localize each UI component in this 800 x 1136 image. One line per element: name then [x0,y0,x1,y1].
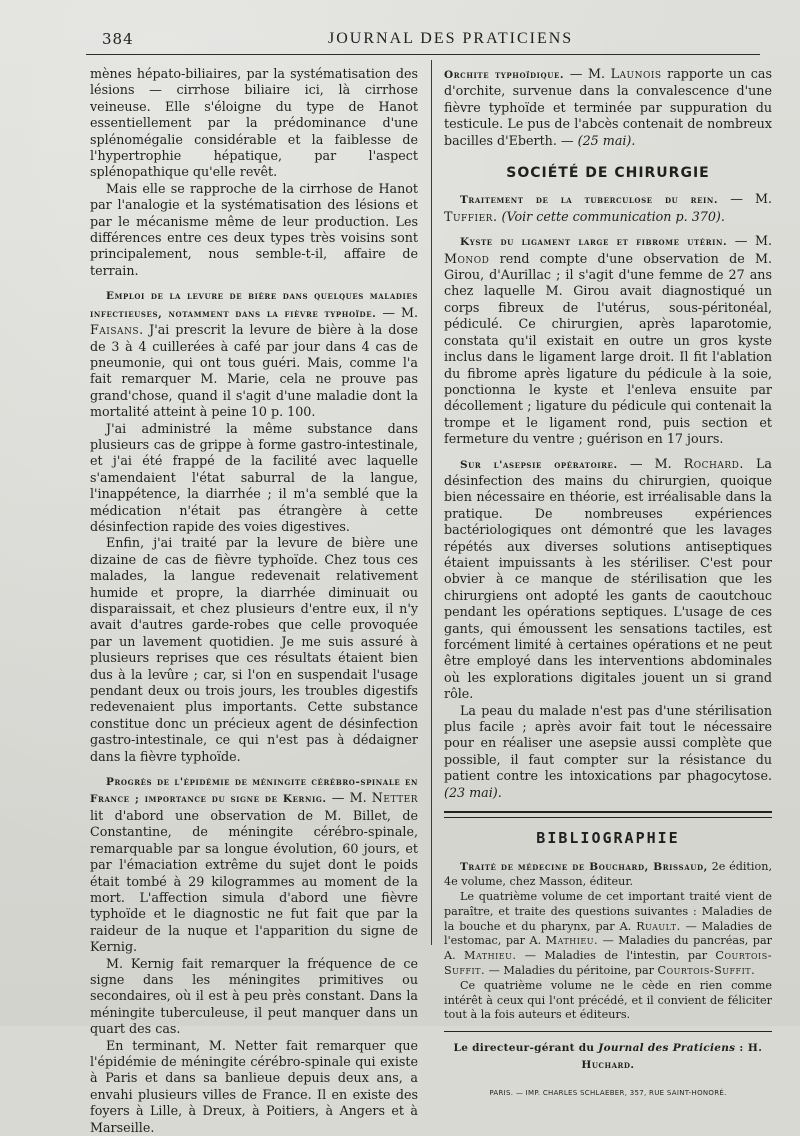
societe-heading: SOCIÉTÉ DE CHIRURGIE [506,165,710,182]
bibliographie-heading: BIBLIOGRAPHIE [536,829,680,848]
director-label: Le directeur-gérant du [453,1042,595,1055]
column-divider [431,60,432,945]
section-heading: Orchite typhoïdique. [444,69,565,81]
summary-text: — Maladies du péritoine, par [488,964,654,978]
section-meningite: Progrès de l'épidémie de méningite cérébro-spinale en France ; importance du signe de Kernig. — M. Netter lit d'abord une observation de M. Billet, de Constantine, de méningite cérébro-spinale, remarquable par sa longue évolution, 60 jours, et par l'émaciation extrême du sujet dont le poids était tombé à 29 kilogrammes au moment de la mort. L'affection simula d'abord une fièvre typhoïde et le diagnostic ne fut fait que par la raideur de la nuque et l'apparition du signe de Kernig. [90,776,418,955]
date-reference: (25 mai). [577,132,636,148]
right-column [444,66,772,1101]
paragraph-text: La peau du malade n'est pas d'une stérilisation plus facile ; après avoir fait tout le nécessaire pour en réaliser une asepsie aussi complète que possible, il faut compter sur la résistance du patient contre les intoxications par phagocytose. [444,702,772,784]
section-kyste: Kyste du ligament large et fibrome utérin. — M. Monod rend compte d'une observation de M. Girou, d'Aurillac ; il s'agit d'une femme de 27 ans chez laquelle M. Girou avait diagnostiqué un corps fibreux de l'utérus, sous-péritonéal, pédiculé. Ce chirurgien, après laparotomie, constata qu'il existait en outre un gros kyste inclus dans le ligament large droit. Il fit l'ablation du fibrome après ligature du pédicule à la soie, ponctionna le kyste et l'enleva ensuite par décollement ; ligature du pédicule qui contenait la trompe et le ligament rond, puis section et fermeture du ventre ; guérison en 17 jours. [444,233,773,447]
section-heading: Progrès de l'épidémie de méningite cérébro-spinale en France ; importance du signe de Kernig. [90,776,418,806]
section-tuberculose: Traitement de la tuberculose du rein. — M. Tuffier. (Voir cette communication p. 370). [444,191,772,224]
paragraph [444,703,772,801]
date-reference: (23 mai). [444,784,502,800]
book-comment: Ce quatrième volume ne le cède en rien comme intérêt à ceux qui l'ont précédé, et il convient de féliciter tout à la fois auteurs et éditeurs. [444,978,772,1022]
section-levure: Emploi de la levure de bière dans quelques maladies infectieuses, notamment dans la fièvre typhoïde. — M. Faisans. J'ai prescrit la levure de bière à la dose de 3 à 4 cuillerées à café par jour dans 4 cas de pneumonie, qui ont tous guéri. Mais, comme l'a fait remarquer M. Marie, cela ne prouve pas grand'chose, quand il s'agit d'une maladie dont la mortalité atteint à peine 10 p. 100. [90,290,418,420]
section-asepsie: Sur l'asepsie opératoire. — M. Rochard. La désinfection des mains du chirurgien, quoique bien nécessaire en théorie, est irréalisable dans la pratique. De nombreuses expériences bactériologiques ont démontré que les lavages répétés aux diverses solutions antiseptiques étaient impuissants à les stériliser. C'est pour obvier à ce manque de stérilisation que les chirurgiens ont adopté les gants de caoutchouc pendant les opérations septiques. L'usage de ces gants, qui émoussent les sensations tactiles, est forcément limité à certaines opérations et ne peut être employé dans les interventions abdominales où les explorations digitales jouent un si grand rôle. [444,455,772,702]
summary-text: Le quatrième volume de cet important traité vient de paraître, et traite des questions suivantes : Maladies de la bouche et du pharynx, par A. [444,890,772,933]
paragraph: mènes hépato-biliaires, par la systématisation des lésions — cirrhose biliaire ici, là cirrhose veineuse. Elle s'éloigne du type de Hanot essentiellement par la prédominance d'une splénomégalie considérable et la faiblesse de l'hypertrophie hépatique, par l'aspect splénopathique qu'elle revêt. [90,66,418,180]
author-name: Courtois-Suffit. [444,949,772,978]
paragraph-text: La désinfection des mains du chirurgien, quoique bien nécessaire en théorie, est irréalisable dans la pratique. De nombreuses expériences bactériologiques ont démontré que les lavages répétés aux diverses solutions antiseptiques étaient impuissants à les stériliser. C'est pour obvier à ce manque de stérilisation que les chirurgiens ont adopté les gants de caoutchouc pendant les opérations septiques. L'usage de ces gants, qui émoussent les sensations tactiles, est forcément limité à certaines opérations et ne peut être employé dans les interventions abdominales où les explorations digitales jouent un si grand rôle. [444,455,772,702]
book-edition: 2e édition, 4e volume, chez Masson, éditeur. [444,860,772,889]
printer-line: PARIS. — IMP. CHARLES SCHLAEBER, 357, RUE SAINT-HONORÉ. [489,1089,727,1098]
paragraph: Enfin, j'ai traité par la levure de bière une dizaine de cas de fièvre typhoïde. Chez tous ces malades, la langue redevenait relativement humide et propre, la diarrhée diminuait ou disparaissait, et chez plusieurs d'entre eux, il n'y avait d'autres garde-robes que celle provoquée par un lavement quotidien. Je me suis assuré à plusieurs reprises que ces résultats étaient bien dus à la levûre ; car, si l'on en suspendait l'usage pendant deux ou trois jours, les troubles digestifs redevenaient plus importants. Cette substance constitue donc un précieux agent de désinfection gastro-intestinale, ce qui n'est pas à dédaigner dans la fièvre typhoïde. [90,535,418,764]
paragraph: En terminant, M. Netter fait remarquer que l'épidémie de méningite cérébro-spinale qui existe à Paris et dans sa banlieue depuis deux ans, a envahi plusieurs villes de France. Il en existe des foyers à Lille, à Dreux, à Poitiers, à Angers et à Marseille. [90,1037,418,1135]
paragraph-text: lit d'abord une observation de M. Billet, de Constantine, de méningite cérébro-spinale, remarquable par sa longue évolution, 60 jours, et par l'émaciation extrême du sujet dont le poids était tombé à 29 kilogrammes au moment de la mort. L'affection simula d'abord une fièvre typhoïde et le diagnostic ne fut fait que par la raideur de la nuque et l'apparition du signe de Kernig. [90,807,418,955]
paragraph-text: rend compte d'une observation de M. Girou, d'Aurillac ; il s'agit d'une femme de 27 ans chez laquelle M. Girou avait diagnostiqué un corps fibreux de l'utérus, sous-péritonéal, pédiculé. Ce chirurgien, après laparotomie, constata qu'il existait en outre un gros kyste inclus dans le ligament large droit. Il fit l'ablation du fibrome après ligature du pédicule à la soie, ponctionna le kyste et l'enleva ensuite par décollement ; ligature du pédicule qui contenait la trompe et le ligament rond, puis section et fermeture du ventre ; guérison en 17 jours. [444,250,772,447]
author-name: Rochard. [683,455,744,471]
author-name: Mathieu. [464,949,517,963]
book-summary [444,890,772,979]
author-name: Monod [444,250,490,266]
section-heading: Kyste du ligament large et fibrome utérin. [460,236,728,249]
paragraph-text: rapporte un cas d'orchite, survenue dans la convalescence d'une fièvre typhoïde et terminée par suppuration du testicule. Le pus de l'abcès contenait de nombreux bacilles d'Eberth. — [444,66,772,148]
book-reference [444,860,772,890]
left-column [90,66,418,1136]
section-heading: Sur l'asepsie opératoire. [460,458,618,471]
page-number: 384 [102,30,134,48]
footer-rule [444,1031,772,1032]
director-name: : H. Huchard. [581,1042,763,1071]
journal-title: JOURNAL DES PRATICIENS [328,30,574,47]
author-name: Launois [610,66,662,81]
summary-text: — Maladies du pancréas, par A. [444,934,772,963]
author-name: Netter [371,790,418,806]
bibliographie-entry [444,860,772,1023]
paragraph-text: J'ai prescrit la levure de bière à la dose de 3 à 4 cuillerées à café par jour dans 4 cas de pneumonie, qui ont tous guéri. Mais, comme l'a fait remarquer M. Marie, cela ne prouve pas grand'chose, quand il s'agit d'une maladie dont la mortalité atteint à peine 10 p. 100. [90,322,418,420]
author-name: Tuffier. [444,208,498,224]
author-name: Courtois-Suffit. [657,964,756,978]
author-name: Mathieu. [545,934,599,948]
section-rule [444,811,772,818]
page-header [86,28,760,55]
section-heading: Emploi de la levure de bière dans quelques maladies infectieuses, notamment dans la fièvre typhoïde. [90,290,418,320]
paragraph: J'ai administré la même substance dans plusieurs cas de grippe à forme gastro-intestinale, et j'ai été frappé de la facilité avec laquelle s'amendaient l'état saburral de la langue, l'inappétence, la diarrhée ; il m'a semblé que la médication n'était pas étrangère à cette désinfection rapide des voies digestives. [90,420,418,534]
director-line [444,1040,772,1073]
author-name: Ruault. [636,919,681,933]
summary-text: — Maladies de l'intestin, par [524,949,708,963]
section-heading: Traitement de la tuberculose du rein. [460,194,719,207]
author-name: Faisans [90,322,140,338]
paragraph: M. Kernig fait remarquer la fréquence de ce signe dans les méningites primitives ou secondaires, où il est à peu près constant. Dans la méningite tuberculeuse, il peut manquer dans un quart des cas. [90,955,418,1037]
journal-name: Journal des Praticiens [598,1042,736,1055]
section-orchite: Orchite typhoïdique. — M. Launois rapporte un cas d'orchite, survenue dans la convalescence d'une fièvre typhoïde et terminée par suppuration du testicule. Le pus de l'abcès contenait de nombreux bacilles d'Eberth. — (25 mai). [444,66,772,148]
book-title: Traité de médecine de Bouchard, Brissaud, [460,861,708,874]
page-reference: (Voir cette communication p. 370). [501,208,725,224]
paragraph: Mais elle se rapproche de la cirrhose de Hanot par l'analogie et la systématisation des lésions et par le mécanisme même de leur production. Les différences entre ces deux types très voisins sont principalement, nous semble-t-il, affaire de terrain. [90,180,418,278]
summary-text: — Maladies de l'estomac, par A. [444,919,772,948]
